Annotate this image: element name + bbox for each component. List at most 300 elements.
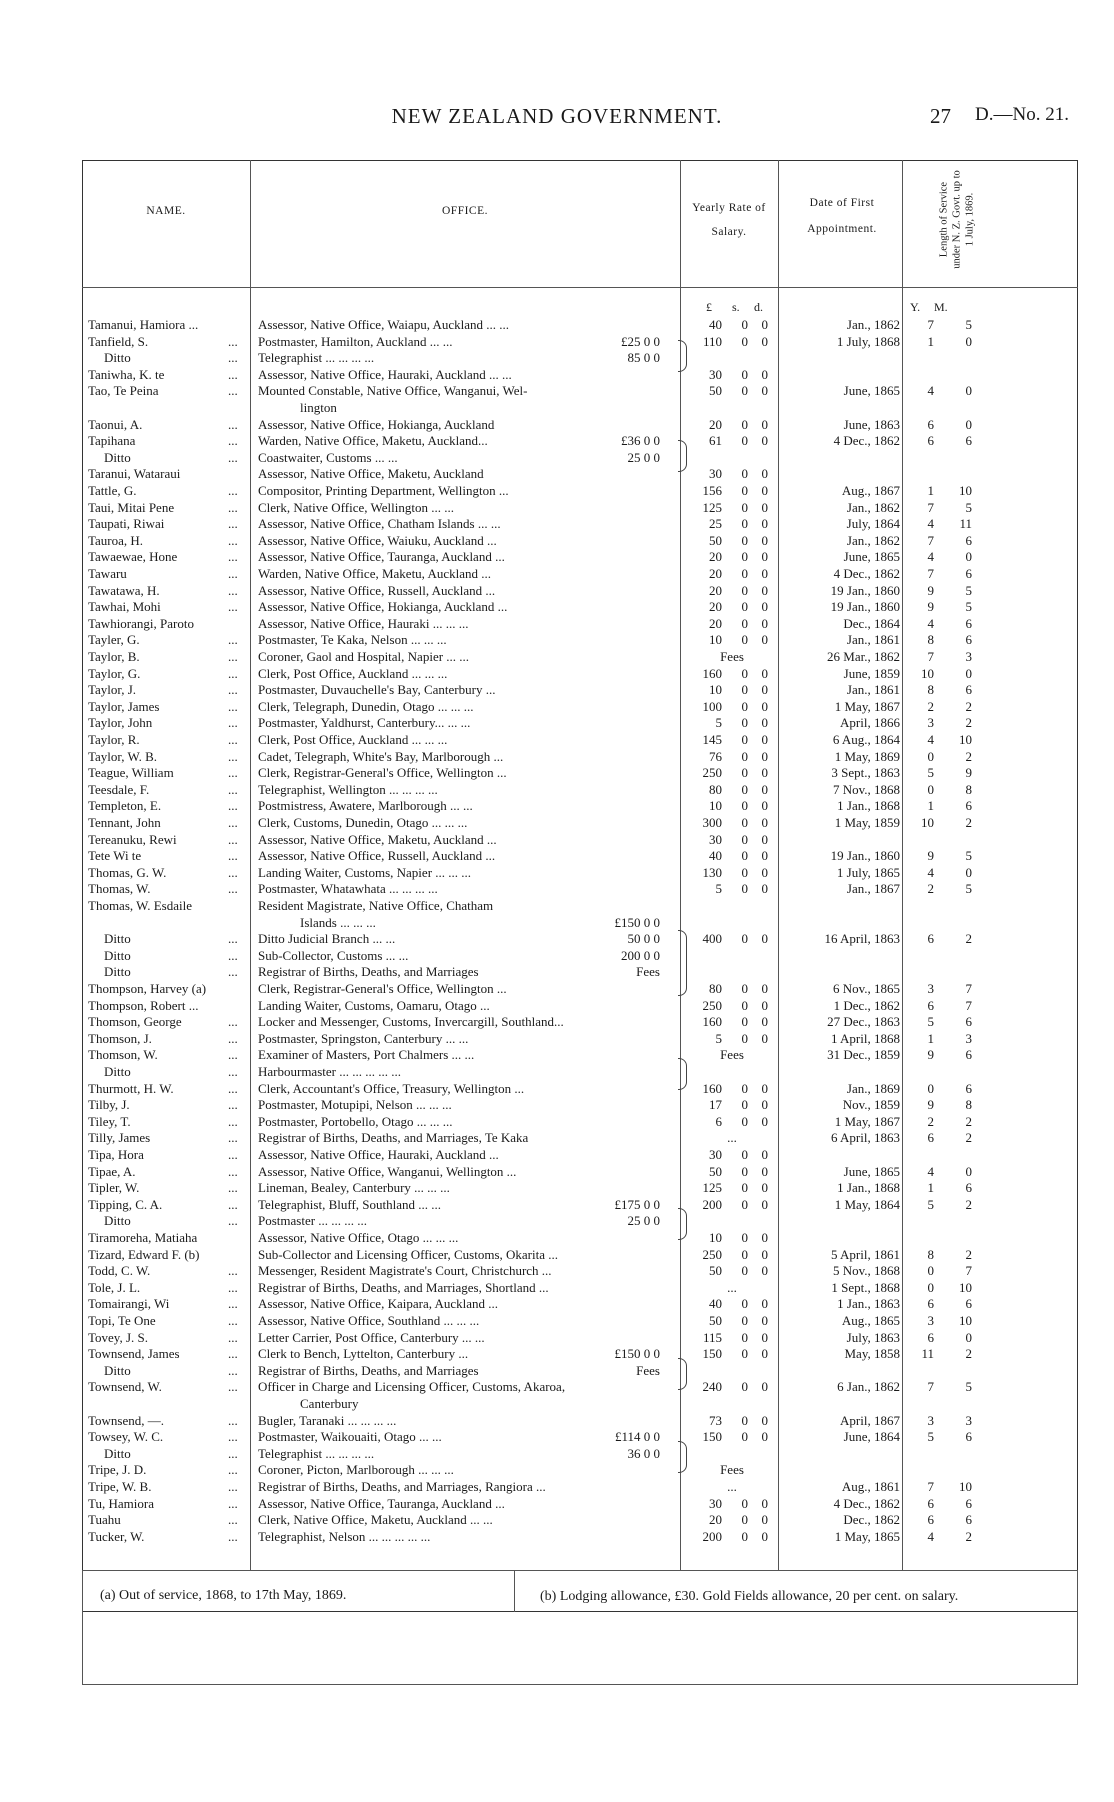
- leader-dots: ...: [228, 1296, 238, 1312]
- name-cell: Tennant, John: [88, 815, 161, 830]
- salary-pounds-cell: 150: [702, 1346, 722, 1362]
- salary-shillings-cell: 0: [741, 881, 748, 897]
- salary-pounds-cell: 20: [709, 582, 722, 598]
- appointment-date-cell: Jan., 1861: [846, 682, 900, 698]
- salary-pounds-cell: 145: [702, 732, 722, 747]
- footnote-b: (b) Lodging allowance, £30. Gold Fields allowance, 20 per cent. on salary.: [540, 1589, 959, 1604]
- name-cell: Thomas, W.: [88, 881, 151, 897]
- unit-pence: d.: [754, 300, 763, 314]
- appointment-date-cell: April, 1866: [840, 715, 900, 731]
- table-row: [0, 848, 1114, 865]
- salary-pence-cell: 0: [761, 1379, 768, 1395]
- name-cell: Townsend, W.: [88, 1379, 162, 1395]
- salary-pence-cell: 0: [761, 665, 768, 681]
- name-cell: Templeton, E.: [88, 798, 162, 814]
- name-cell: Thomas, G. W.: [88, 864, 167, 880]
- service-months-cell: 8: [965, 781, 972, 797]
- salary-shillings-cell: 0: [741, 1113, 748, 1129]
- table-row: [0, 782, 1114, 799]
- salary-pounds-cell: 240: [702, 1379, 722, 1395]
- service-months-cell: 6: [965, 1296, 972, 1312]
- table-row: [0, 1014, 1114, 1031]
- service-months-cell: 6: [965, 615, 972, 631]
- salary-pence-cell: 0: [761, 1528, 768, 1544]
- leader-dots: ...: [228, 748, 238, 764]
- salary-pounds-cell: 50: [709, 532, 722, 548]
- name-cell: Tipae, A.: [88, 1163, 136, 1179]
- leader-dots: ...: [228, 1263, 238, 1279]
- appointment-date-cell: Jan., 1862: [846, 317, 900, 332]
- name-cell: Tawhai, Mohi: [88, 599, 161, 615]
- office-cell: Assessor, Native Office, Hauraki, Auckland ...: [258, 1147, 499, 1162]
- table-row: [0, 383, 1114, 400]
- salary-pounds-cell: 40: [709, 317, 722, 332]
- leader-dots: ...: [228, 549, 238, 565]
- salary-shillings-cell: 0: [741, 864, 748, 880]
- office-cell: Assessor, Native Office, Wanganui, Wellington ...: [258, 1163, 517, 1179]
- office-cell: Messenger, Resident Magistrate's Court, Christchurch ...: [258, 1263, 552, 1279]
- service-years-cell: 7: [927, 566, 934, 581]
- service-months-cell: 5: [965, 1379, 972, 1395]
- salary-pounds-cell: 20: [709, 566, 722, 581]
- document-reference: D.—No. 21.: [975, 104, 1069, 125]
- table-row: [0, 1379, 1114, 1396]
- name-cell: Taylor, G.: [88, 665, 141, 681]
- salary-shillings-cell: 0: [741, 798, 748, 814]
- name-cell: Tu, Hamiora: [88, 1495, 154, 1511]
- service-months-cell: 2: [965, 1246, 972, 1262]
- name-cell: Taranui, Wataraui: [88, 466, 181, 482]
- service-months-cell: 10: [959, 483, 972, 498]
- salary-pounds-cell: 76: [709, 748, 722, 764]
- table-row: [0, 1529, 1114, 1546]
- service-years-cell: 9: [927, 1097, 934, 1113]
- name-cell: Townsend, —.: [88, 1412, 165, 1428]
- appointment-date-cell: 1 Jan., 1868: [837, 798, 900, 814]
- salary-shillings-cell: 0: [741, 599, 748, 615]
- sub-amount-cell: £36 0 0: [621, 433, 660, 449]
- salary-pounds-cell: 40: [709, 1296, 722, 1312]
- service-months-cell: 6: [965, 632, 972, 648]
- office-cell: Assessor, Native Office, Maketu, Auckland: [258, 466, 484, 482]
- salary-shillings-cell: 0: [741, 848, 748, 864]
- name-cell: Tawhiorangi, Paroto: [88, 615, 194, 631]
- service-months-cell: 2: [965, 1528, 972, 1544]
- table-row: [0, 998, 1114, 1015]
- name-cell: Taylor, B.: [88, 649, 140, 664]
- salary-pounds-cell: 6: [715, 1113, 722, 1129]
- office-cell: Ditto Judicial Branch ... ...: [258, 931, 396, 947]
- salary-pounds-cell: 20: [709, 416, 722, 432]
- name-cell: Tereanuku, Rewi: [88, 831, 177, 847]
- office-cell: Cadet, Telegraph, White's Bay, Marlborough ...: [258, 748, 504, 764]
- service-months-cell: 3: [965, 1412, 972, 1428]
- name-cell: Tawaru: [88, 566, 127, 581]
- office-cell: Postmaster ... ... ... ...: [258, 1213, 368, 1229]
- service-years-cell: 0: [927, 1279, 934, 1295]
- name-cell: Thomson, J.: [88, 1030, 152, 1046]
- name-cell: Taylor, James: [88, 698, 160, 714]
- name-cell: Tiley, T.: [88, 1113, 131, 1129]
- service-months-cell: 0: [965, 416, 972, 432]
- salary-pence-cell: 0: [761, 1147, 768, 1162]
- salary-shillings-cell: 0: [741, 416, 748, 432]
- service-years-cell: 2: [927, 881, 934, 897]
- table-row: [0, 1263, 1114, 1280]
- table-row: [0, 1197, 1114, 1214]
- table-row: [0, 1330, 1114, 1347]
- salary-pence-cell: 0: [761, 1429, 768, 1445]
- table-row: [0, 350, 1114, 367]
- service-months-cell: 5: [965, 848, 972, 864]
- table-row: [0, 583, 1114, 600]
- table-row: [0, 334, 1114, 351]
- name-cell: Tapihana: [88, 433, 136, 449]
- service-years-cell: 6: [927, 1130, 934, 1146]
- salary-pounds-cell: 200: [702, 1528, 722, 1544]
- salary-pence-cell: 0: [761, 781, 768, 797]
- name-cell: Tanfield, S.: [88, 333, 149, 349]
- salary-shillings-cell: 0: [741, 632, 748, 648]
- sub-amount-cell: £114 0 0: [614, 1429, 660, 1445]
- salary-pounds-cell: 400: [702, 931, 722, 947]
- appointment-date-cell: 5 Nov., 1868: [832, 1263, 900, 1279]
- salary-pence-cell: 0: [761, 698, 768, 714]
- office-cell: Assessor, Native Office, Hokianga, Auckland ...: [258, 599, 508, 615]
- salary-pounds-cell: 25: [709, 516, 722, 532]
- service-months-cell: 2: [965, 1130, 972, 1146]
- sub-amount-cell: 85 0 0: [627, 350, 660, 366]
- salary-pence-cell: 0: [761, 1163, 768, 1179]
- salary-pence-cell: 0: [761, 1329, 768, 1345]
- sub-amount-cell: £150 0 0: [614, 1346, 660, 1362]
- appointment-date-cell: 26 Mar., 1862: [827, 649, 900, 664]
- sub-amount-cell: 50 0 0: [627, 931, 660, 947]
- service-months-cell: 7: [965, 997, 972, 1013]
- office-cell: Coastwaiter, Customs ... ...: [258, 449, 398, 465]
- name-cell: Tayler, G.: [88, 632, 140, 648]
- service-months-cell: 10: [959, 1313, 972, 1328]
- service-years-cell: 6: [927, 1512, 934, 1528]
- name-cell: Taylor, R.: [88, 732, 140, 747]
- office-cell: Assessor, Native Office, Russell, Auckland ...: [258, 848, 496, 864]
- service-years-cell: 1: [927, 483, 934, 498]
- name-cell: Teesdale, F.: [88, 781, 150, 797]
- table-row: [0, 798, 1114, 815]
- appointment-date-cell: 1 Dec., 1862: [833, 997, 900, 1013]
- leader-dots: ...: [228, 416, 238, 432]
- salary-pounds-cell: 5: [715, 881, 722, 897]
- salary-shillings-cell: 0: [741, 1163, 748, 1179]
- table-row: [0, 1363, 1114, 1380]
- name-cell: Towsey, W. C.: [88, 1429, 164, 1445]
- salary-shillings-cell: 0: [741, 566, 748, 581]
- table-row: [0, 450, 1114, 467]
- service-years-cell: 5: [927, 1429, 934, 1445]
- leader-dots: ...: [228, 1412, 238, 1428]
- salary-pounds-cell: 40: [709, 848, 722, 864]
- table-row: [0, 1346, 1114, 1363]
- salary-pounds-cell: 30: [709, 366, 722, 382]
- salary-pence-cell: 0: [761, 366, 768, 382]
- salary-pence-cell: 0: [761, 599, 768, 615]
- office-cell: Officer in Charge and Licensing Officer, Customs, Akaroa,: [258, 1379, 566, 1395]
- office-cell: Assessor, Native Office, Chatham Islands ... ...: [258, 516, 501, 532]
- office-cell: Postmaster, Te Kaka, Nelson ... ... ...: [258, 632, 447, 648]
- leader-dots: ...: [228, 1462, 238, 1478]
- salary-pence-cell: 0: [761, 483, 768, 498]
- office-cell: Compositor, Printing Department, Wellington ...: [258, 483, 509, 498]
- leader-dots: ...: [228, 1130, 238, 1146]
- appointment-date-cell: June, 1865: [843, 1163, 900, 1179]
- salary-pounds-cell: 61: [709, 433, 722, 449]
- service-years-cell: 1: [927, 1030, 934, 1046]
- office-cell: Examiner of Masters, Port Chalmers ... ...: [258, 1047, 475, 1063]
- office-cell: Clerk, Telegraph, Dunedin, Otago ... ... ...: [258, 698, 474, 714]
- salary-shillings-cell: 0: [741, 466, 748, 482]
- salary-pence-cell: 0: [761, 997, 768, 1013]
- table-row: [0, 1446, 1114, 1463]
- salary-pence-cell: 0: [761, 1512, 768, 1528]
- salary-pounds-cell: 50: [709, 383, 722, 399]
- service-months-cell: 0: [965, 665, 972, 681]
- salary-pence-cell: 0: [761, 1296, 768, 1312]
- table-row: [0, 815, 1114, 832]
- service-years-cell: 6: [927, 1329, 934, 1345]
- salary-pence-cell: 0: [761, 881, 768, 897]
- page-number: 27: [930, 104, 951, 128]
- salary-pounds-cell: 80: [709, 981, 722, 996]
- salary-shillings-cell: 0: [741, 1030, 748, 1046]
- appointment-date-cell: 1 Jan., 1868: [837, 1180, 900, 1196]
- appointment-date-cell: 5 April, 1861: [831, 1246, 900, 1262]
- footnote-frame-right: [1077, 1570, 1078, 1684]
- leader-dots: ...: [228, 765, 238, 781]
- service-years-cell: 0: [927, 1263, 934, 1279]
- sub-amount-cell: £175 0 0: [614, 1196, 660, 1212]
- table-row: [0, 1230, 1114, 1247]
- salary-pounds-cell: 300: [702, 815, 722, 830]
- appointment-date-cell: Jan., 1862: [846, 532, 900, 548]
- table-row: [0, 1147, 1114, 1164]
- salary-pounds-cell: 160: [702, 1014, 722, 1030]
- footnote-rule: [82, 1570, 1078, 1571]
- salary-pence-cell: 0: [761, 848, 768, 864]
- table-row: [0, 649, 1114, 666]
- salary-shillings-cell: 0: [741, 499, 748, 515]
- leader-dots: ...: [228, 1030, 238, 1046]
- salary-shillings-cell: 0: [741, 1296, 748, 1312]
- salary-pounds-cell: 50: [709, 1263, 722, 1279]
- office-cell: Postmistress, Awatere, Marlborough ... ...: [258, 798, 473, 814]
- salary-pence-cell: 0: [761, 333, 768, 349]
- salary-pence-cell: 0: [761, 1246, 768, 1262]
- sub-amount-cell: 36 0 0: [627, 1445, 660, 1461]
- salary-shillings-cell: 0: [741, 1495, 748, 1511]
- name-cell: Tattle, G.: [88, 483, 137, 498]
- leader-dots: ...: [228, 698, 238, 714]
- service-years-cell: 4: [927, 1528, 934, 1544]
- appointment-date-cell: 6 April, 1863: [831, 1130, 900, 1146]
- leader-dots: ...: [228, 1047, 238, 1063]
- office-cell: Assessor, Native Office, Maketu, Auckland ...: [258, 831, 497, 847]
- table-row: [0, 549, 1114, 566]
- service-years-cell: 8: [927, 682, 934, 698]
- leader-dots: ...: [228, 632, 238, 648]
- table-row: [0, 483, 1114, 500]
- service-months-cell: 2: [965, 931, 972, 947]
- salary-pence-cell: 0: [761, 1230, 768, 1245]
- name-cell: Tovey, J. S.: [88, 1329, 148, 1345]
- salary-pence-cell: 0: [761, 1180, 768, 1196]
- column-header-service-text: Length of Service under N. Z. Govt. up to 1 July, 1869.: [938, 169, 976, 269]
- column-header-service: [906, 166, 1008, 272]
- salary-pence-cell: 0: [761, 732, 768, 747]
- office-cell: Clerk, Native Office, Maketu, Auckland ... ...: [258, 1512, 493, 1528]
- salary-pence-cell: 0: [761, 615, 768, 631]
- service-months-cell: 3: [965, 1030, 972, 1046]
- name-cell: Taui, Mitai Pene: [88, 499, 175, 515]
- service-years-cell: 4: [927, 516, 934, 532]
- service-months-cell: 0: [965, 383, 972, 399]
- salary-shillings-cell: 0: [741, 732, 748, 747]
- name-cell: Tuahu: [88, 1512, 121, 1528]
- service-years-cell: 9: [927, 599, 934, 615]
- service-years-cell: 6: [927, 1495, 934, 1511]
- service-years-cell: 10: [921, 665, 934, 681]
- leader-dots: ...: [228, 1379, 238, 1395]
- name-cell: Thomson, W.: [88, 1047, 158, 1063]
- leader-dots: ...: [228, 1329, 238, 1345]
- service-months-cell: 6: [965, 1495, 972, 1511]
- appointment-date-cell: 1 July, 1865: [836, 864, 900, 880]
- service-months-cell: 0: [965, 1163, 972, 1179]
- salary-shillings-cell: 0: [741, 765, 748, 781]
- service-years-cell: 5: [927, 1014, 934, 1030]
- service-months-cell: 6: [965, 1080, 972, 1096]
- salary-fees-cell: ...: [727, 1479, 737, 1494]
- office-cell: Islands ... ... ...: [300, 914, 376, 930]
- salary-pounds-cell: 30: [709, 831, 722, 847]
- salary-shillings-cell: 0: [741, 815, 748, 830]
- salary-shillings-cell: 0: [741, 615, 748, 631]
- leader-dots: ...: [228, 831, 238, 847]
- office-cell: Postmaster, Hamilton, Auckland ... ...: [258, 333, 453, 349]
- appointment-date-cell: 27 Dec., 1863: [827, 1014, 900, 1030]
- service-months-cell: 2: [965, 1346, 972, 1362]
- salary-pence-cell: 0: [761, 466, 768, 482]
- service-months-cell: 5: [965, 582, 972, 598]
- office-cell: Telegraphist, Wellington ... ... ... ...: [258, 781, 438, 797]
- name-cell: Taupati, Riwai: [88, 516, 165, 532]
- name-cell: Todd, C. W.: [88, 1263, 151, 1279]
- footnote-frame-left: [82, 1570, 83, 1684]
- salary-pounds-cell: 250: [702, 1246, 722, 1262]
- salary-shillings-cell: 0: [741, 997, 748, 1013]
- salary-pence-cell: 0: [761, 715, 768, 731]
- office-cell: Clerk to Bench, Lyttelton, Canterbury ...: [258, 1346, 469, 1362]
- salary-shillings-cell: 0: [741, 483, 748, 498]
- service-years-cell: 1: [927, 798, 934, 814]
- table-row: [0, 317, 1114, 334]
- table-row: [0, 1130, 1114, 1147]
- service-months-cell: 6: [965, 1512, 972, 1528]
- salary-pounds-cell: 110: [702, 333, 722, 349]
- name-cell: Ditto: [104, 1064, 131, 1079]
- leader-dots: ...: [228, 1163, 238, 1179]
- service-months-cell: 10: [959, 1279, 972, 1295]
- salary-pence-cell: 0: [761, 798, 768, 814]
- leader-dots: ...: [228, 964, 238, 980]
- column-header-name: NAME.: [146, 205, 186, 217]
- table-row: [0, 1247, 1114, 1264]
- table-row: [0, 832, 1114, 849]
- salary-pence-cell: 0: [761, 1346, 768, 1362]
- appointment-date-cell: June, 1864: [843, 1429, 900, 1445]
- service-years-cell: 3: [927, 1313, 934, 1328]
- salary-shillings-cell: 0: [741, 1512, 748, 1528]
- name-cell: Tipler, W.: [88, 1180, 140, 1196]
- name-cell: Ditto: [104, 350, 131, 366]
- appointment-date-cell: 1 May, 1859: [834, 815, 900, 830]
- service-years-cell: 7: [927, 532, 934, 548]
- leader-dots: ...: [228, 649, 238, 664]
- service-months-cell: 7: [965, 1263, 972, 1279]
- appointment-date-cell: 19 Jan., 1860: [830, 848, 900, 864]
- salary-pounds-cell: 10: [709, 682, 722, 698]
- salary-pence-cell: 0: [761, 1263, 768, 1279]
- salary-shillings-cell: 0: [741, 1313, 748, 1328]
- table-row: [0, 516, 1114, 533]
- service-years-cell: 0: [927, 748, 934, 764]
- service-years-cell: 9: [927, 582, 934, 598]
- office-cell: Bugler, Taranaki ... ... ... ...: [258, 1412, 397, 1428]
- table-row: [0, 566, 1114, 583]
- name-cell: Taniwha, K. te: [88, 366, 165, 382]
- table-row: [0, 1047, 1114, 1064]
- service-years-cell: 7: [927, 499, 934, 515]
- office-cell: Clerk, Customs, Dunedin, Otago ... ... ...: [258, 815, 468, 830]
- appointment-date-cell: 6 Aug., 1864: [832, 732, 900, 747]
- table-row: [0, 948, 1114, 965]
- group-brace: [678, 1441, 687, 1473]
- appointment-date-cell: 4 Dec., 1862: [833, 433, 900, 449]
- salary-pounds-cell: 5: [715, 1030, 722, 1046]
- name-cell: Tao, Te Peina: [88, 383, 159, 399]
- office-cell: Postmaster, Duvauchelle's Bay, Canterbury ...: [258, 682, 496, 698]
- group-brace: [678, 1208, 687, 1240]
- name-cell: Tilby, J.: [88, 1097, 130, 1113]
- table-row: [0, 666, 1114, 683]
- service-years-cell: 4: [927, 732, 934, 747]
- office-cell: Landing Waiter, Customs, Napier ... ... ...: [258, 864, 472, 880]
- leader-dots: ...: [228, 350, 238, 366]
- name-cell: Taonui, A.: [88, 416, 143, 432]
- service-years-cell: 4: [927, 1163, 934, 1179]
- appointment-date-cell: 1 May, 1867: [834, 698, 900, 714]
- service-months-cell: 2: [965, 815, 972, 830]
- salary-shillings-cell: 0: [741, 981, 748, 996]
- leader-dots: ...: [228, 333, 238, 349]
- leader-dots: ...: [228, 532, 238, 548]
- service-years-cell: 6: [927, 1296, 934, 1312]
- salary-shillings-cell: 0: [741, 1429, 748, 1445]
- salary-shillings-cell: 0: [741, 549, 748, 565]
- name-cell: Tilly, James: [88, 1130, 151, 1146]
- service-months-cell: 0: [965, 333, 972, 349]
- office-cell: Telegraphist, Nelson ... ... ... ... ...: [258, 1528, 431, 1544]
- name-cell: Tole, J. L.: [88, 1279, 141, 1295]
